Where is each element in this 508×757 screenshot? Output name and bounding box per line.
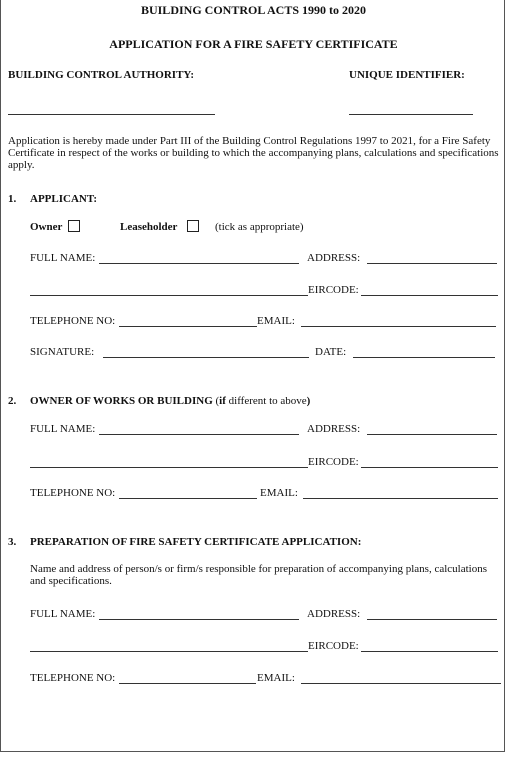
- form-title: APPLICATION FOR A FIRE SAFETY CERTIFICATE: [109, 37, 398, 51]
- leaseholder-label: Leaseholder: [120, 221, 178, 233]
- section1-title: APPLICANT:: [30, 193, 98, 205]
- s3-full-name-field[interactable]: [99, 619, 299, 620]
- s1-address-field[interactable]: [367, 263, 497, 264]
- s3-address-label: ADDRESS:: [307, 608, 361, 620]
- section1-number: 1.: [8, 193, 17, 205]
- s2-full-name-label: FULL NAME:: [30, 423, 96, 435]
- intro-paragraph: Application is hereby made under Part III of the Building Control Regulations 1997 to 2021, for a Fire Safety Certificate in respect of the works or building to which the accompanying plans, calculations and specifications apply.: [8, 135, 499, 171]
- s3-eircode-field[interactable]: [361, 651, 498, 652]
- s1-eircode-field[interactable]: [361, 295, 498, 296]
- s2-address-line2-field[interactable]: [30, 467, 308, 468]
- s3-full-name-label: FULL NAME:: [30, 608, 96, 620]
- s1-date-label: DATE:: [315, 346, 347, 358]
- section2-paren-open: (: [212, 395, 220, 407]
- s2-address-field[interactable]: [367, 434, 497, 435]
- s2-address-label: ADDRESS:: [307, 423, 361, 435]
- section2-note: different to above: [225, 395, 307, 407]
- section2-title: OWNER OF WORKS OR BUILDING: [30, 395, 213, 407]
- s2-email-field[interactable]: [303, 498, 498, 499]
- s2-eircode-label: EIRCODE:: [308, 456, 359, 468]
- s1-telephone-label: TELEPHONE NO:: [30, 315, 116, 327]
- s1-signature-field[interactable]: [103, 357, 309, 358]
- owner-checkbox[interactable]: [68, 220, 80, 232]
- authority-label: BUILDING CONTROL AUTHORITY:: [8, 69, 195, 81]
- s2-telephone-field[interactable]: [119, 498, 257, 499]
- s3-email-field[interactable]: [301, 683, 501, 684]
- s1-address-line2-field[interactable]: [30, 295, 308, 296]
- s3-eircode-label: EIRCODE:: [308, 640, 359, 652]
- section2-paren-close: ): [306, 395, 311, 407]
- section2-if: if: [219, 395, 226, 407]
- s1-full-name-label: FULL NAME:: [30, 252, 96, 264]
- s1-signature-label: SIGNATURE:: [30, 346, 95, 358]
- s3-email-label: EMAIL:: [257, 672, 295, 684]
- s2-full-name-field[interactable]: [99, 434, 299, 435]
- section3-title: PREPARATION OF FIRE SAFETY CERTIFICATE APPLICATION:: [30, 536, 362, 548]
- s1-full-name-field[interactable]: [99, 263, 299, 264]
- s2-email-label: EMAIL:: [260, 487, 298, 499]
- s1-date-field[interactable]: [353, 357, 495, 358]
- s1-eircode-label: EIRCODE:: [308, 284, 359, 296]
- s2-eircode-field[interactable]: [361, 467, 498, 468]
- s1-telephone-field[interactable]: [119, 326, 257, 327]
- act-title: BUILDING CONTROL ACTS 1990 to 2020: [140, 3, 367, 17]
- tick-note: (tick as appropriate): [215, 221, 304, 233]
- identifier-label: UNIQUE IDENTIFIER:: [349, 69, 465, 81]
- section3-description: Name and address of person/s or firm/s responsible for preparation of accompanying plans, calculations and specifications.: [30, 563, 487, 587]
- s1-email-label: EMAIL:: [257, 315, 295, 327]
- section2-heading: [30, 395, 310, 407]
- s3-address-field[interactable]: [367, 619, 497, 620]
- section3-number: 3.: [8, 536, 17, 548]
- identifier-field[interactable]: [349, 114, 473, 115]
- authority-field[interactable]: [8, 114, 215, 115]
- s3-telephone-label: TELEPHONE NO:: [30, 672, 116, 684]
- s3-telephone-field[interactable]: [119, 683, 256, 684]
- s1-email-field[interactable]: [301, 326, 496, 327]
- section2-number: 2.: [8, 395, 17, 407]
- s3-address-line2-field[interactable]: [30, 651, 308, 652]
- s1-address-label: ADDRESS:: [307, 252, 361, 264]
- s2-telephone-label: TELEPHONE NO:: [30, 487, 116, 499]
- owner-label: Owner: [30, 221, 63, 233]
- leaseholder-checkbox[interactable]: [187, 220, 199, 232]
